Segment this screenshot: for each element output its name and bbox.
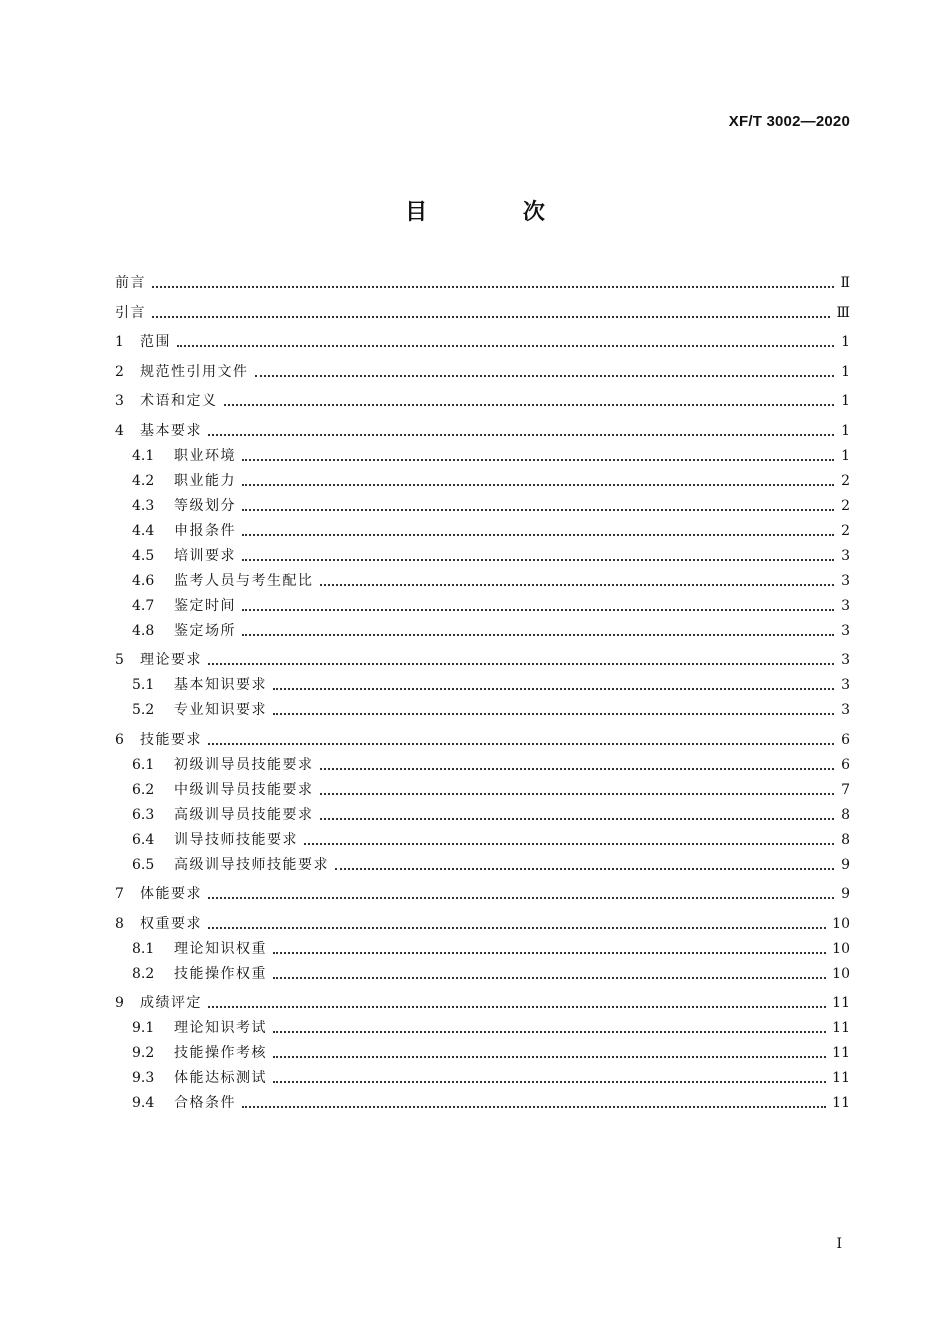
toc-dot-leader — [273, 1080, 826, 1083]
toc-entry-number: 4.5 — [132, 547, 155, 564]
toc-entry-number: 2 — [115, 363, 124, 380]
toc-entry-label: 职业环境 — [174, 447, 236, 464]
toc-entry[interactable] — [115, 444, 850, 469]
toc-entry[interactable] — [115, 991, 850, 1016]
toc-entry-page: 1 — [841, 447, 850, 464]
toc-entry-label: 高级训导员技能要求 — [174, 806, 314, 823]
toc-entry[interactable] — [115, 271, 850, 296]
toc-entry-page: 7 — [841, 781, 850, 798]
toc-entry-label: 引言 — [115, 304, 146, 321]
toc-entry-page: 8 — [841, 806, 850, 823]
toc-entry-page: 9 — [841, 856, 850, 873]
toc-entry-page: 3 — [841, 652, 850, 668]
toc-entry-label: 成绩评定 — [140, 995, 202, 1011]
toc-entry-page: 3 — [841, 572, 850, 589]
toc-dot-leader — [273, 976, 826, 979]
toc-dot-leader — [242, 558, 834, 561]
toc-entry-page: 3 — [841, 597, 850, 614]
toc-entry[interactable] — [115, 698, 850, 723]
toc-entry-number: 9 — [115, 995, 124, 1011]
toc-dot-leader — [242, 483, 834, 486]
toc-entry-label: 规范性引用文件 — [140, 363, 249, 380]
toc-entry[interactable] — [115, 753, 850, 778]
toc-entry-number: 9.4 — [132, 1095, 155, 1111]
toc-entry-number: 8 — [115, 915, 124, 932]
toc-dot-leader — [335, 867, 834, 870]
toc-entry-page: 1 — [841, 393, 850, 409]
toc-entry-label: 申报条件 — [174, 522, 236, 539]
toc-entry-page: 10 — [832, 915, 850, 932]
toc-entry[interactable] — [115, 469, 850, 494]
toc-entry-label: 术语和定义 — [140, 393, 218, 409]
toc-dot-leader — [304, 842, 834, 845]
toc-entry-page: 3 — [841, 677, 850, 693]
toc-entry-label: 基本要求 — [140, 422, 202, 439]
toc-entry-page: Ⅱ — [840, 275, 850, 291]
toc-dot-leader — [320, 817, 835, 820]
toc-entry[interactable] — [115, 594, 850, 619]
toc-entry[interactable] — [115, 301, 850, 326]
toc-dot-leader — [242, 508, 834, 511]
toc-entry-label: 训导技师技能要求 — [174, 831, 298, 848]
toc-entry[interactable] — [115, 544, 850, 569]
toc-entry-page: 3 — [841, 622, 850, 639]
document-code: XF/T 3002—2020 — [728, 113, 850, 130]
toc-entry-label: 理论知识权重 — [174, 940, 267, 957]
toc-entry-page: 6 — [841, 756, 850, 773]
toc-entry[interactable] — [115, 937, 850, 962]
toc-entry-label: 理论要求 — [140, 652, 202, 668]
toc-entry-number: 6.5 — [132, 856, 155, 873]
toc-dot-leader — [242, 608, 834, 611]
toc-entry[interactable] — [115, 389, 850, 414]
toc-dot-leader — [273, 687, 834, 690]
toc-entry-label: 理论知识考试 — [174, 1020, 267, 1036]
toc-entry-number: 9.2 — [132, 1045, 155, 1061]
toc-entry-label: 权重要求 — [140, 915, 202, 932]
toc-entry-number: 1 — [115, 334, 124, 350]
toc-entry-number: 6.4 — [132, 831, 155, 848]
toc-entry-page: Ⅲ — [836, 304, 850, 321]
toc-entry-page: 3 — [841, 702, 850, 718]
toc-dot-leader — [320, 767, 835, 770]
toc-dot-leader — [273, 712, 834, 715]
toc-entry-page: 11 — [832, 1070, 850, 1086]
toc-entry-page: 11 — [832, 995, 850, 1011]
toc-dot-leader — [242, 458, 834, 461]
toc-entry[interactable] — [115, 912, 850, 937]
toc-entry-label: 体能要求 — [140, 886, 202, 902]
toc-entry-label: 技能操作考核 — [174, 1045, 267, 1061]
toc-entry-page: 10 — [832, 965, 850, 982]
toc-entry-label: 专业知识要求 — [174, 702, 267, 718]
toc-entry[interactable] — [115, 619, 850, 644]
toc-entry-page: 2 — [841, 472, 850, 489]
toc-entry-number: 4 — [115, 422, 124, 439]
toc-dot-leader — [273, 1055, 826, 1058]
toc-entry[interactable] — [115, 853, 850, 878]
toc-title: 目 次 — [405, 200, 589, 225]
toc-entry-number: 5 — [115, 652, 124, 668]
toc-entry-label: 职业能力 — [174, 472, 236, 489]
toc-entry[interactable] — [115, 803, 850, 828]
toc-dot-leader — [273, 951, 826, 954]
toc-dot-leader — [255, 374, 835, 377]
toc-dot-leader — [242, 633, 834, 636]
toc-dot-leader — [208, 896, 834, 899]
toc-dot-leader — [320, 583, 835, 586]
toc-dot-leader — [208, 662, 834, 665]
toc-entry-number: 9.3 — [132, 1070, 155, 1086]
toc-entry-number: 4.6 — [132, 572, 155, 589]
toc-entry-number: 7 — [115, 886, 124, 902]
toc-entry-label: 等级划分 — [174, 497, 236, 514]
toc-entry-label: 培训要求 — [174, 547, 236, 564]
toc-entry[interactable] — [115, 1091, 850, 1116]
toc-entry[interactable] — [115, 882, 850, 907]
toc-entry-page: 1 — [841, 334, 850, 350]
toc-dot-leader — [208, 742, 834, 745]
toc-entry-number: 3 — [115, 393, 124, 409]
toc-entry-label: 鉴定时间 — [174, 597, 236, 614]
toc-entry[interactable] — [115, 494, 850, 519]
toc-entry-page: 3 — [841, 547, 850, 564]
toc-entry[interactable] — [115, 330, 850, 355]
toc-entry-page: 11 — [832, 1045, 850, 1061]
toc-entry-page: 8 — [841, 831, 850, 848]
table-of-contents — [115, 271, 850, 1116]
toc-dot-leader — [177, 344, 834, 347]
toc-entry[interactable] — [115, 1066, 850, 1091]
toc-entry-number: 8.2 — [132, 965, 155, 982]
toc-entry[interactable] — [115, 728, 850, 753]
toc-entry[interactable] — [115, 962, 850, 987]
toc-entry-label: 体能达标测试 — [174, 1070, 267, 1086]
toc-entry-page: 11 — [832, 1020, 850, 1036]
toc-entry-label: 初级训导员技能要求 — [174, 756, 314, 773]
toc-entry-label: 前言 — [115, 275, 146, 291]
toc-entry-label: 监考人员与考生配比 — [174, 572, 314, 589]
toc-dot-leader — [152, 315, 830, 318]
page-number: I — [836, 1236, 842, 1252]
toc-entry-number: 6.1 — [132, 756, 155, 773]
toc-entry-number: 4.4 — [132, 522, 155, 539]
toc-entry-label: 合格条件 — [174, 1095, 236, 1111]
toc-entry-number: 4.3 — [132, 497, 155, 514]
toc-entry[interactable] — [115, 360, 850, 385]
toc-entry-label: 高级训导技师技能要求 — [174, 856, 329, 873]
toc-dot-leader — [208, 433, 834, 436]
toc-entry-label: 技能要求 — [140, 731, 202, 748]
toc-entry[interactable] — [115, 828, 850, 853]
toc-entry-page: 1 — [841, 422, 850, 439]
toc-entry[interactable] — [115, 419, 850, 444]
toc-entry-page: 1 — [841, 363, 850, 380]
toc-entry-label: 技能操作权重 — [174, 965, 267, 982]
toc-entry[interactable] — [115, 569, 850, 594]
toc-entry-number: 4.8 — [132, 622, 155, 639]
toc-entry-number: 4.1 — [132, 447, 155, 464]
toc-dot-leader — [273, 1030, 826, 1033]
toc-dot-leader — [242, 533, 834, 536]
toc-entry-page: 9 — [841, 886, 850, 902]
toc-entry-label: 中级训导员技能要求 — [174, 781, 314, 798]
toc-entry-page: 2 — [841, 522, 850, 539]
toc-entry-number: 4.7 — [132, 597, 155, 614]
toc-entry[interactable] — [115, 1016, 850, 1041]
toc-dot-leader — [152, 285, 834, 288]
toc-entry[interactable] — [115, 1041, 850, 1066]
toc-entry-page: 11 — [832, 1095, 850, 1111]
toc-dot-leader — [208, 926, 826, 929]
toc-entry[interactable] — [115, 519, 850, 544]
toc-entry-label: 范围 — [140, 334, 171, 350]
toc-entry-number: 6.3 — [132, 806, 155, 823]
toc-entry-page: 2 — [841, 497, 850, 514]
toc-entry-page: 10 — [832, 940, 850, 957]
toc-entry-number: 5.2 — [132, 702, 155, 718]
toc-entry[interactable] — [115, 648, 850, 673]
toc-entry-label: 鉴定场所 — [174, 622, 236, 639]
toc-dot-leader — [242, 1105, 826, 1108]
toc-entry-label: 基本知识要求 — [174, 677, 267, 693]
toc-entry-number: 9.1 — [132, 1020, 155, 1036]
toc-dot-leader — [208, 1005, 826, 1008]
toc-entry-number: 6.2 — [132, 781, 155, 798]
toc-entry-number: 4.2 — [132, 472, 155, 489]
toc-entry[interactable] — [115, 778, 850, 803]
toc-entry-number: 5.1 — [132, 677, 155, 693]
toc-entry[interactable] — [115, 673, 850, 698]
toc-entry-number: 8.1 — [132, 940, 155, 957]
toc-entry-page: 6 — [841, 731, 850, 748]
toc-dot-leader — [320, 792, 835, 795]
toc-entry-number: 6 — [115, 731, 124, 748]
toc-dot-leader — [224, 403, 835, 406]
